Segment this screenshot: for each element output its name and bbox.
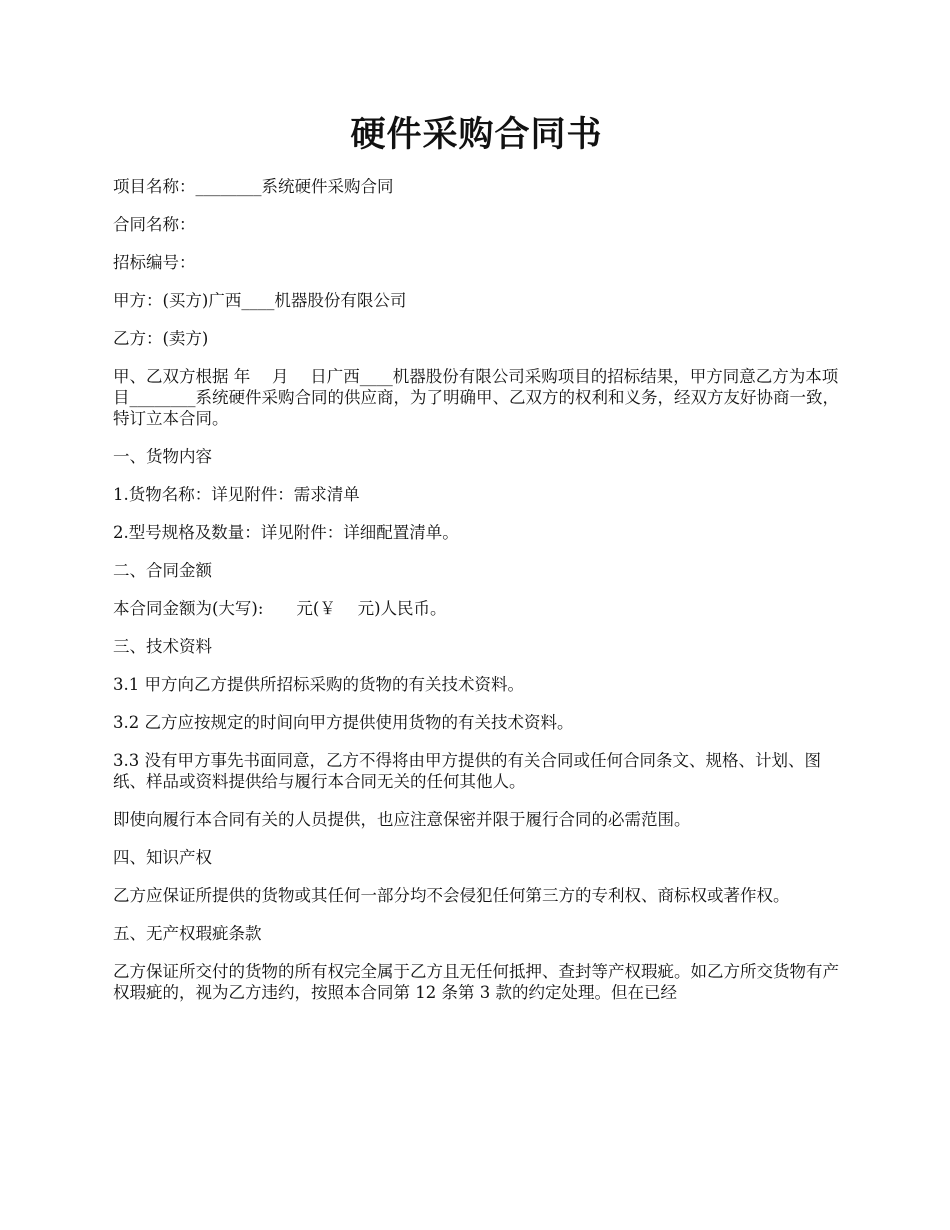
preamble-paragraph: 甲、乙双方根据 年 月 日广西____机器股份有限公司采购项目的招标结果，甲方同意乙方为本项目________系统硬件采购合同的供应商，为了明确甲、乙双方的权利和义务，经双方友好协商一致，特订立本合同。 [113,367,839,428]
title-defect-paragraph: 乙方保证所交付的货物的所有权完全属于乙方且无任何抵押、查封等产权瑕疵。如乙方所交货物有产权瑕疵的，视为乙方违约，按照本合同第 12 条第 3 款的约定处理。但在已经 [113,962,839,1002]
party-b-line: 乙方：(卖方) [113,329,209,348]
goods-name-line: 1.货物名称：详见附件：需求清单 [113,485,360,504]
section-heading-ip: 四、知识产权 [113,848,212,867]
section-heading-title-defect: 五、无产权瑕疵条款 [113,924,262,943]
party-a-line: 甲方：(买方)广西____机器股份有限公司 [113,291,407,310]
project-name-line: 项目名称：________系统硬件采购合同 [113,177,394,196]
document-page [113,112,840,1020]
goods-spec-line: 2.型号规格及数量：详见附件：详细配置清单。 [113,523,459,542]
contract-amount-line: 本合同金额为(大写): 元(￥ 元)人民币。 [113,599,447,618]
document-title: 硬件采购合同书 [350,114,603,155]
contract-name-line: 合同名称： [113,215,196,234]
section-heading-amount: 二、合同金额 [113,561,212,580]
tender-number-line: 招标编号： [113,253,196,272]
ip-paragraph: 乙方应保证所提供的货物或其任何一部分均不会侵犯任何第三方的专利权、商标权或著作权。 [113,886,790,905]
section-heading-goods: 一、货物内容 [113,447,212,466]
clause-3-1: 3.1 甲方向乙方提供所招标采购的货物的有关技术资料。 [113,675,524,694]
clause-3-3: 3.3 没有甲方事先书面同意，乙方不得将由甲方提供的有关合同或任何合同条文、规格、计划、图纸、样品或资料提供给与履行本合同无关的任何其他人。 [113,751,821,791]
confidentiality-paragraph: 即使向履行本合同有关的人员提供，也应注意保密并限于履行合同的必需范围。 [113,810,691,829]
clause-3-2: 3.2 乙方应按规定的时间向甲方提供使用货物的有关技术资料。 [113,713,574,732]
section-heading-tech-docs: 三、技术资料 [113,637,212,656]
